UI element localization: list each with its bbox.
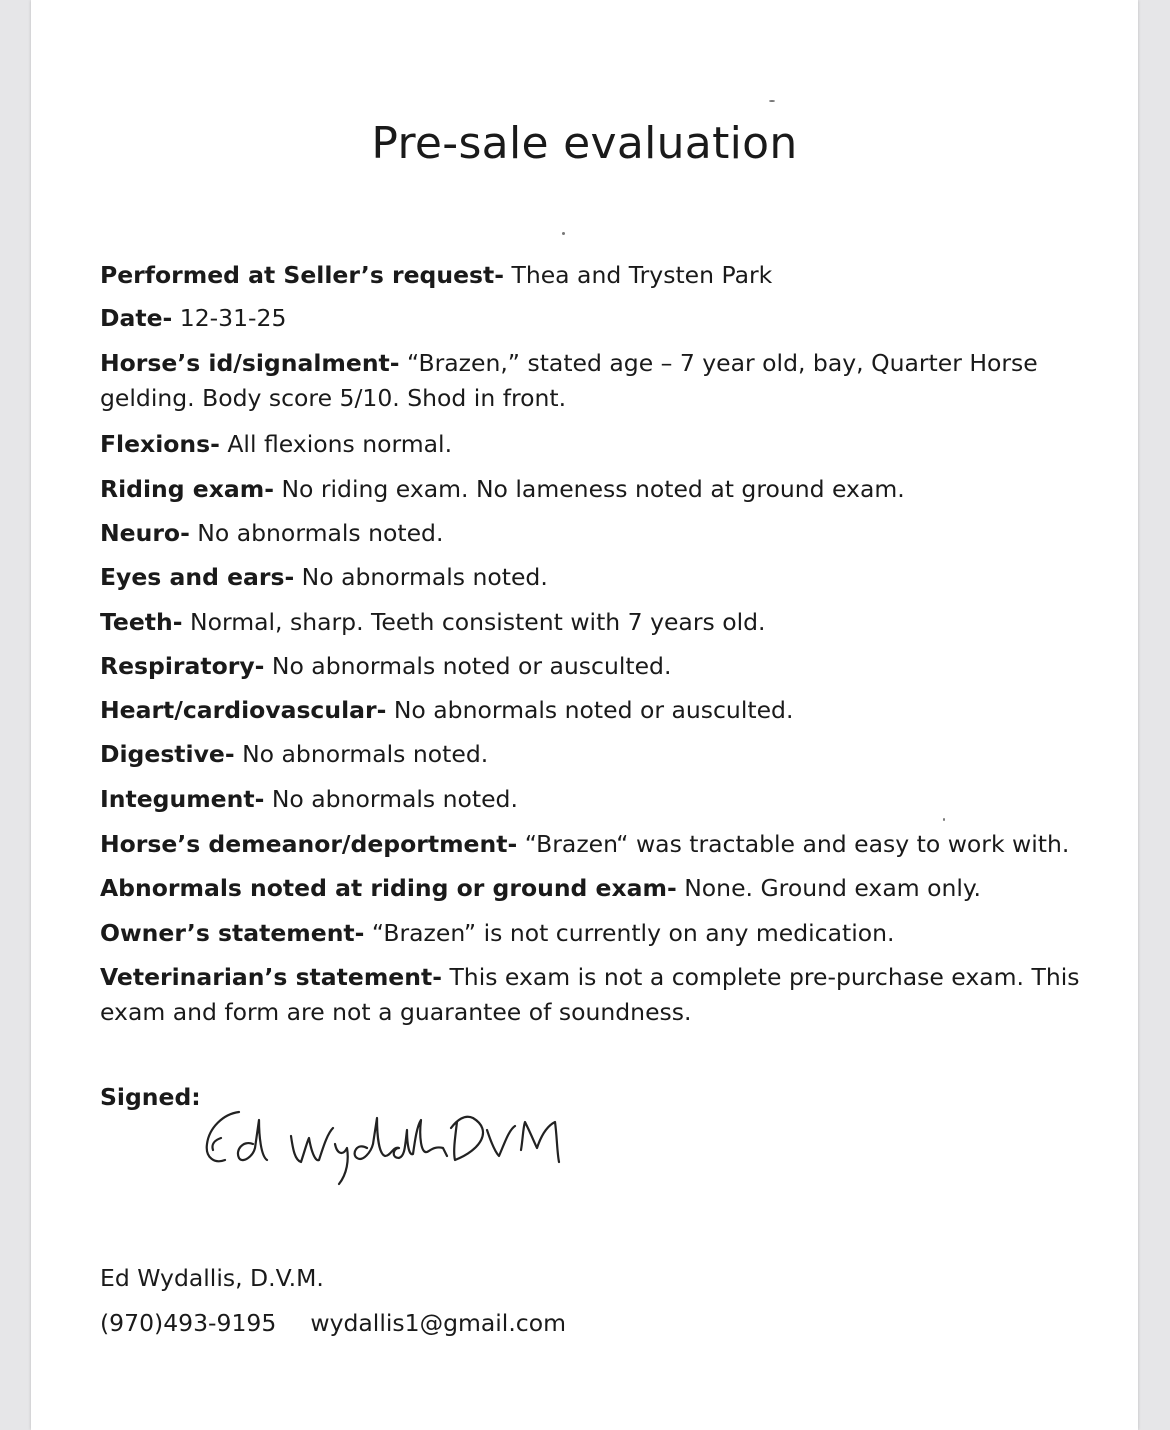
field-value: All flexions normal. [219,430,453,458]
field-date [100,301,1110,336]
field-label: Digestive- [100,740,235,768]
field-abnormals [100,871,1110,906]
document-title: Pre-sale evaluation [371,118,798,169]
field-performed-at [100,258,1110,293]
field-label: Abnormals noted at riding or ground exam- [100,874,677,902]
field-label: Teeth- [100,608,183,636]
field-value: This exam is not a complete pre-purchase exam. This exam and form are not a guarantee of soundness. [100,963,1080,1026]
field-value: No abnormals noted. [264,785,518,813]
field-riding-exam [100,472,1110,507]
field-flexions [100,427,1110,462]
field-label: Respiratory- [100,652,265,680]
contact-line [100,1309,566,1337]
field-neuro [100,516,1110,551]
field-value: “Brazen” is not currently on any medication. [364,919,895,947]
scan-speck [943,818,945,821]
handwritten-signature [181,1100,681,1195]
field-demeanor [100,827,1110,862]
field-teeth [100,605,1110,640]
field-label: Flexions- [100,430,220,458]
field-label: Date- [100,304,173,332]
scan-speck [562,232,565,235]
field-label: Neuro- [100,519,190,547]
scan-speck [769,100,775,102]
field-value: No abnormals noted. [189,519,444,547]
field-value: No abnormals noted or ausculted. [386,696,794,724]
field-label: Owner’s statement- [100,919,365,947]
field-label: Horse’s id/signalment- [100,349,400,377]
field-label: Heart/cardiovascular- [100,696,387,724]
field-label: Integument- [100,785,265,813]
field-label: Riding exam- [100,475,274,503]
field-value: “Brazen“ was tractable and easy to work with. [517,830,1070,858]
field-digestive [100,737,1110,772]
signer-name: Ed Wydallis, D.V.M. [100,1264,324,1292]
phone-number: (970)493-9195 [100,1309,277,1337]
field-value: No abnormals noted. [294,563,548,591]
field-value: Normal, sharp. Teeth consistent with 7 years old. [182,608,766,636]
field-vet-statement [100,960,1110,1030]
field-label: Eyes and ears- [100,563,295,591]
field-signalment [100,346,1110,416]
document-page [31,0,1138,1430]
field-value: 12-31-25 [172,304,287,332]
field-owner-statement [100,916,1110,951]
field-value: “Brazen,” stated age – 7 year old, bay, Quarter Horse gelding. Body score 5/10. Shod in front. [100,349,1038,412]
signature-graphic [181,1100,681,1190]
field-value: No abnormals noted or ausculted. [264,652,672,680]
signed-label: Signed: [100,1083,201,1111]
field-eyes-ears [100,560,1110,595]
field-value: No abnormals noted. [234,740,489,768]
email-address: wydallis1@gmail.com [310,1309,566,1337]
field-respiratory [100,649,1110,684]
field-label: Veterinarian’s statement- [100,963,442,991]
field-label: Performed at Seller’s request- [100,261,504,289]
field-value: No riding exam. No lameness noted at ground exam. [273,475,905,503]
field-value: None. Ground exam only. [676,874,981,902]
field-integument [100,782,1110,817]
field-value: Thea and Trysten Park [504,261,773,289]
field-cardiovascular [100,693,1110,728]
field-label: Horse’s demeanor/deportment- [100,830,518,858]
